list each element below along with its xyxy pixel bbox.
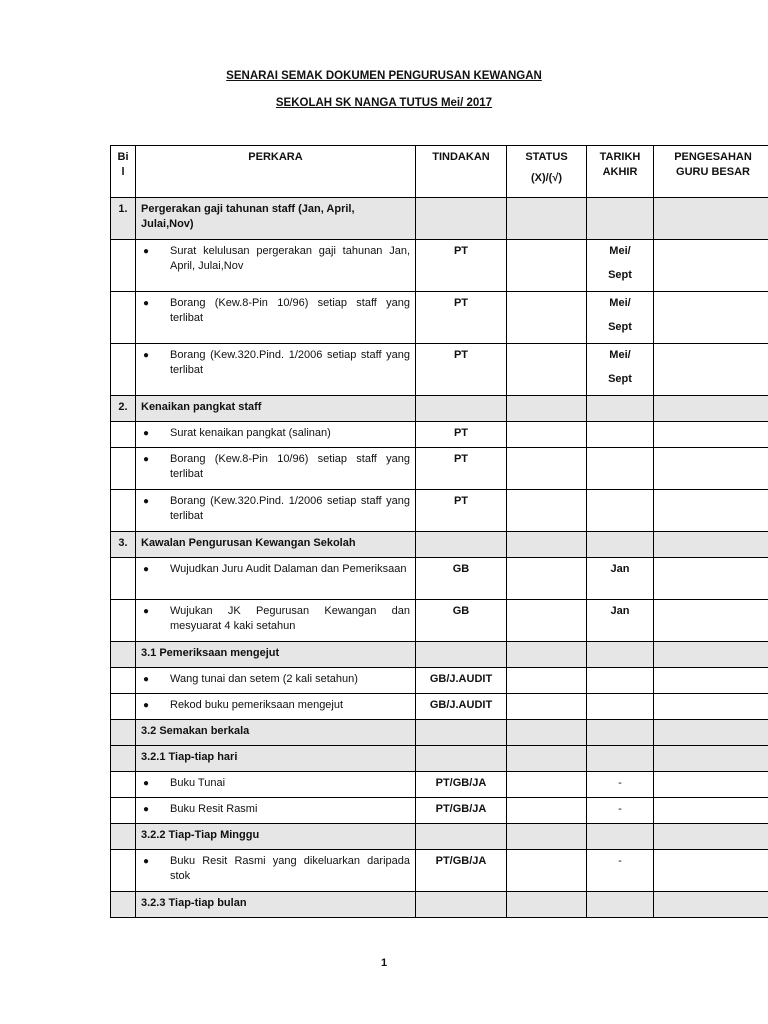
item-text: Surat kenaikan pangkat (salinan)	[170, 427, 331, 439]
item-text: Wujukan JK Pegurusan Kewangan dan mesyuarat 4 kaki setahun	[170, 605, 410, 632]
action-cell: PT	[416, 448, 507, 490]
item-text: Buku Tunai	[170, 777, 226, 789]
bullet-icon: ●	[143, 298, 150, 309]
table-row	[111, 798, 768, 824]
document-title: SENARAI SEMAK DOKUMEN PENGURUSAN KEWANGAN	[226, 70, 542, 82]
bullet-icon: ●	[143, 700, 150, 711]
section-row	[111, 824, 768, 850]
page-number: 1	[380, 957, 388, 969]
section-title: 3.1 Pemeriksaan mengejut	[136, 642, 416, 668]
school-subtitle: SEKOLAH SK NANGA TUTUS Mei/ 2017	[275, 97, 493, 109]
bullet-icon: ●	[143, 496, 150, 507]
row-number: 2.	[111, 396, 136, 422]
action-cell: GB	[416, 558, 507, 600]
status-cell	[507, 344, 587, 396]
col-header-tindakan: TINDAKAN	[416, 146, 507, 198]
item-text: Borang (Kew.8-Pin 10/96) setiap staff yang terlibat	[170, 297, 410, 324]
action-cell: PT/GB/JA	[416, 772, 507, 798]
table-row	[111, 422, 768, 448]
section-title: 3.2.2 Tiap-Tiap Minggu	[136, 824, 416, 850]
date-cell: Jan	[587, 600, 654, 642]
section-row	[111, 396, 768, 422]
date-cell: Mei/ Sept	[587, 344, 654, 396]
status-cell	[507, 448, 587, 490]
bullet-icon: ●	[143, 804, 150, 815]
status-cell	[507, 798, 587, 824]
approval-cell	[654, 344, 768, 396]
status-cell	[507, 694, 587, 720]
date-cell	[587, 448, 654, 490]
item-text: Borang (Kew.320.Pind. 1/2006 setiap staff yang terlibat	[170, 349, 410, 376]
table-row	[111, 448, 768, 490]
row-number: 3.	[111, 532, 136, 558]
status-cell	[507, 850, 587, 892]
table-row	[111, 668, 768, 694]
approval-cell	[654, 448, 768, 490]
date-cell: -	[587, 850, 654, 892]
date-cell	[587, 668, 654, 694]
item-text: Borang (Kew.8-Pin 10/96) setiap staff yang terlibat	[170, 453, 410, 480]
col-header-tarikh-akhir: TARIKH AKHIR	[587, 146, 654, 198]
col-header-pengesahan: PENGESAHAN GURU BESAR	[654, 146, 768, 198]
date-cell	[587, 694, 654, 720]
item-text: Wujudkan Juru Audit Dalaman dan Pemeriksaan	[170, 563, 407, 575]
date-cell: Jan	[587, 558, 654, 600]
status-cell	[507, 292, 587, 344]
section-title: 3.2 Semakan berkala	[136, 720, 416, 746]
bullet-icon: ●	[143, 246, 150, 257]
section-title: 3.2.1 Tiap-tiap hari	[136, 746, 416, 772]
status-cell	[507, 600, 587, 642]
date-cell	[587, 490, 654, 532]
bullet-icon: ●	[143, 674, 150, 685]
action-cell: PT	[416, 422, 507, 448]
bullet-icon: ●	[143, 428, 150, 439]
section-row	[111, 746, 768, 772]
col-header-perkara: PERKARA	[136, 146, 416, 198]
section-title: Kawalan Pengurusan Kewangan Sekolah	[136, 532, 416, 558]
action-cell: PT/GB/JA	[416, 850, 507, 892]
action-cell: PT	[416, 292, 507, 344]
item-text: Borang (Kew.320.Pind. 1/2006 setiap staff yang terlibat	[170, 495, 410, 522]
section-title: Kenaikan pangkat staff	[136, 396, 416, 422]
table-row	[111, 850, 768, 892]
date-cell	[587, 422, 654, 448]
approval-cell	[654, 292, 768, 344]
table-row	[111, 344, 768, 396]
status-cell	[507, 490, 587, 532]
section-row	[111, 532, 768, 558]
checklist-table	[110, 145, 768, 918]
section-row	[111, 720, 768, 746]
col-header-bil: Bi l	[111, 146, 136, 198]
item-text: Wang tunai dan setem (2 kali setahun)	[170, 673, 358, 685]
action-cell: PT	[416, 240, 507, 292]
table-row	[111, 600, 768, 642]
bullet-icon: ●	[143, 564, 150, 575]
item-text: Buku Resit Rasmi	[170, 803, 258, 815]
status-cell	[507, 772, 587, 798]
approval-cell	[654, 798, 768, 824]
bullet-icon: ●	[143, 350, 150, 361]
table-row	[111, 490, 768, 532]
approval-cell	[654, 558, 768, 600]
approval-cell	[654, 490, 768, 532]
action-cell: GB	[416, 600, 507, 642]
approval-cell	[654, 694, 768, 720]
action-cell: PT/GB/JA	[416, 798, 507, 824]
row-number: 1.	[111, 198, 136, 240]
item-text: Rekod buku pemeriksaan mengejut	[170, 699, 344, 711]
item-text: Surat kelulusan pergerakan gaji tahunan Jan, April, Julai,Nov	[170, 245, 410, 272]
section-row	[111, 892, 768, 918]
status-cell	[507, 668, 587, 694]
table-row	[111, 292, 768, 344]
approval-cell	[654, 422, 768, 448]
action-cell: GB/J.AUDIT	[416, 668, 507, 694]
table-row	[111, 240, 768, 292]
bullet-icon: ●	[143, 606, 150, 617]
table-row	[111, 772, 768, 798]
section-row	[111, 198, 768, 240]
item-text: Buku Resit Rasmi yang dikeluarkan daripada stok	[170, 855, 410, 882]
date-cell: -	[587, 798, 654, 824]
date-cell: -	[587, 772, 654, 798]
table-row	[111, 558, 768, 600]
date-cell: Mei/ Sept	[587, 240, 654, 292]
col-header-status: STATUS (X)/(√)	[507, 146, 587, 198]
status-cell	[507, 240, 587, 292]
date-cell: Mei/ Sept	[587, 292, 654, 344]
bullet-icon: ●	[143, 454, 150, 465]
approval-cell	[654, 850, 768, 892]
approval-cell	[654, 772, 768, 798]
approval-cell	[654, 668, 768, 694]
action-cell: PT	[416, 490, 507, 532]
table-row	[111, 694, 768, 720]
header-row	[111, 146, 768, 198]
approval-cell	[654, 600, 768, 642]
status-cell	[507, 558, 587, 600]
action-cell: PT	[416, 344, 507, 396]
bullet-icon: ●	[143, 856, 150, 867]
bullet-icon: ●	[143, 778, 150, 789]
section-title: Pergerakan gaji tahunan staff (Jan, April, Julai,Nov)	[136, 198, 416, 240]
status-cell	[507, 422, 587, 448]
action-cell: GB/J.AUDIT	[416, 694, 507, 720]
section-title: 3.2.3 Tiap-tiap bulan	[136, 892, 416, 918]
section-row	[111, 642, 768, 668]
approval-cell	[654, 240, 768, 292]
